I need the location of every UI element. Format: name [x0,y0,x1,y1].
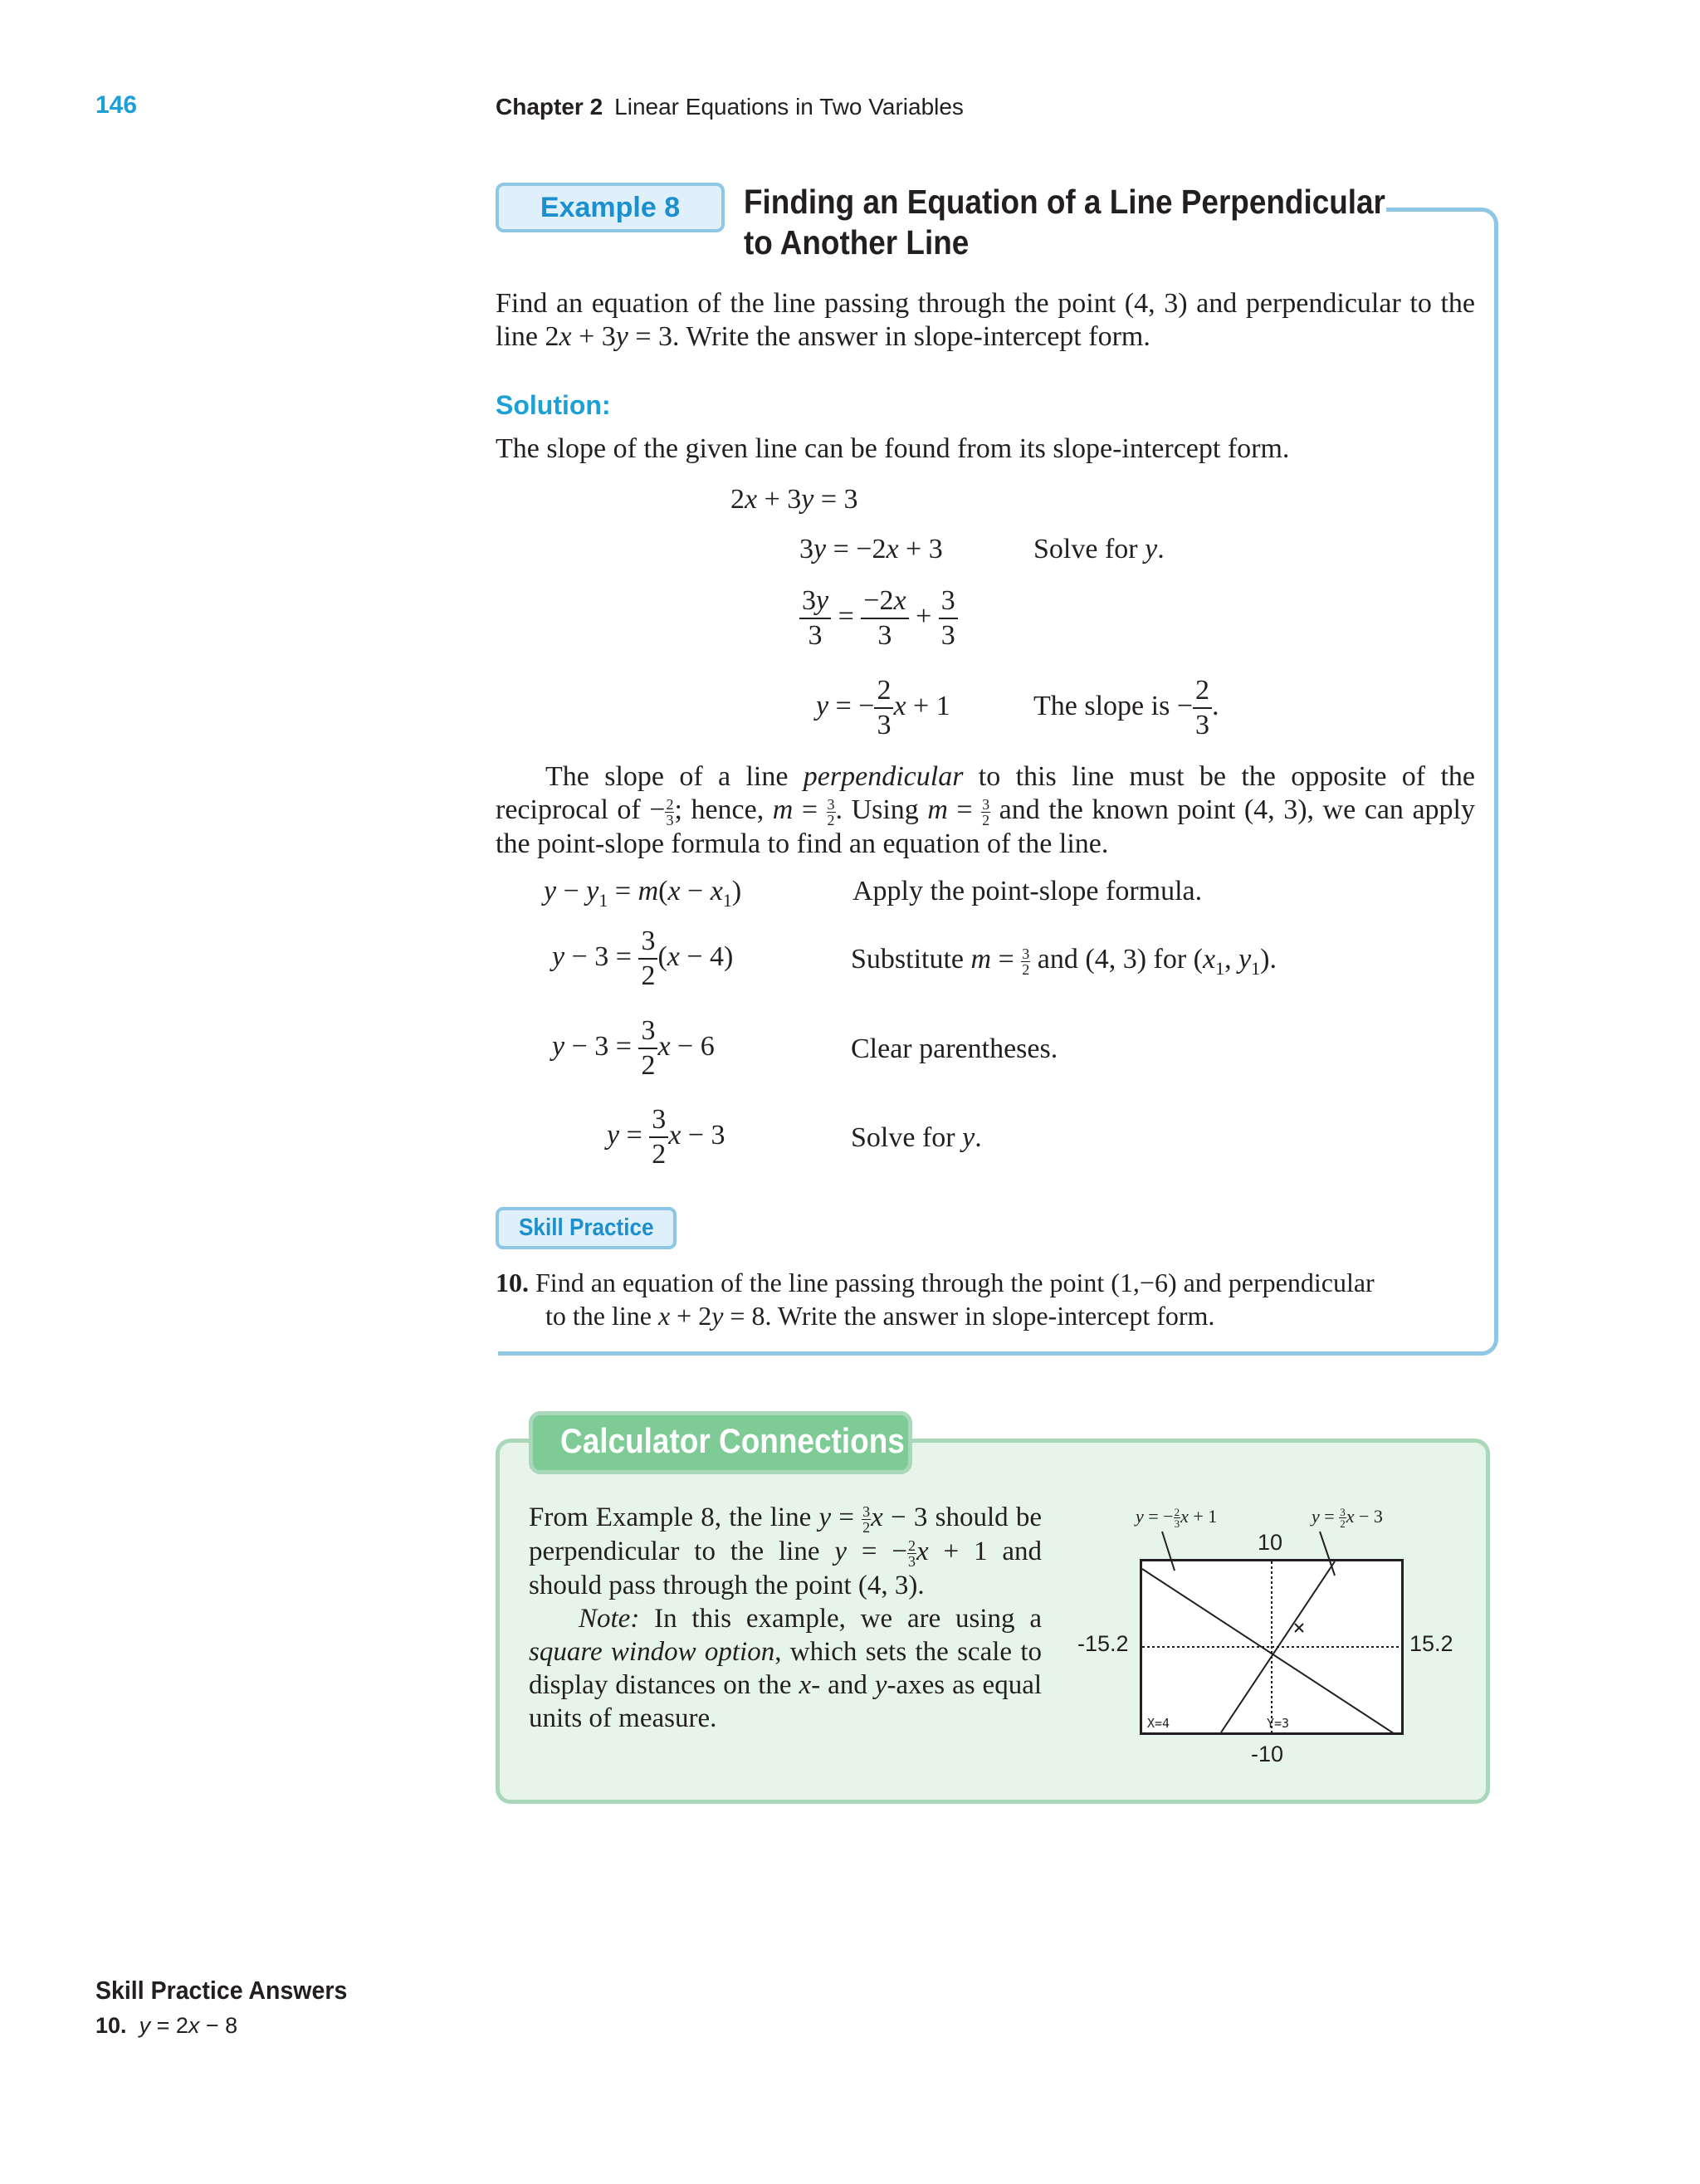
calculator-connections-title: Calculator Connections [560,1421,905,1460]
answers-item: 10. y = 2x − 8 [95,2013,238,2038]
running-head [496,94,964,120]
example-title-line1: Finding an Equation of a Line Perpendicular [744,183,1385,221]
step4-note: Solve for y. [851,1122,982,1153]
label-line-negative-slope: y = − $\frac{2}{3}$ x + 1 [1136,1506,1218,1531]
equation-step-2: $\frac{3y}{3}$ = $\frac{-2x}{3}$ + $\frac{3}{3}$ [799,587,958,650]
chapter-title: Linear Equations in Two Variables [614,94,964,120]
answers-number: 10. [95,2013,127,2038]
skill-practice-tag-text: Skill Practice [518,1214,654,1241]
calculator-text: From Example 8, the line y = $\frac{3}{2}$ x − 3 should be perpendicular to the line y = − $\frac{2}{3}$ x + 1 and should pass through the point (4, 3). Note: In this example, we are using a square window option, which sets the scale to display distances on the x- and y-axes as equal units of measure. [529,1502,1043,1733]
final-equation: y = $\frac{3}{2}$ x − 3 [607,1104,725,1170]
leader-negative-slope [1162,1532,1175,1571]
perpendicular-paragraph: The slope of a line perpendicular to this line must be the opposite of the reciprocal of − $\frac{2}{3}$ ; hence, m = $\frac{3}{2}$ . Using m = $\frac{3}{2}$ and the known point (4, 3), we can apply the point-slope formula to find an equation of the line. [496,761,1475,859]
leader-positive-slope [1320,1532,1335,1576]
window-xmax: 15.2 [1409,1631,1453,1656]
example-problem: Find an equation of the line passing through the point (4, 3) and perpendicular to the line 2x + 3y = 3. Write the answer in slope-intercept form. [496,288,1475,352]
page-number: 146 [95,91,138,119]
label-leaders [1137,1527,1419,1577]
substitution-step: y − 3 = $\frac{3}{2}$ (x − 4) [552,926,734,991]
example-tag: Example 8 [496,183,725,232]
step1-note: Apply the point-slope formula. [852,876,1203,906]
equation-given: 2x + 3y = 3 [730,484,858,515]
note-slope-text: The slope is [1033,690,1170,721]
window-ymin: -10 [1251,1742,1284,1766]
note-slope: The slope is − $\frac{2}{3}$ . [1033,675,1219,740]
cursor-cross [1295,1624,1303,1632]
calculator-screen [1140,1559,1404,1735]
chapter-label: Chapter 2 [496,94,603,120]
step2-note: Substitute m = $\frac{3}{2}$ and (4, 3) for ($x_1$, $y_1$). [851,944,1277,979]
window-ymax: 10 [1258,1530,1283,1555]
skill-practice-number: 10. [496,1268,529,1297]
equation-step-3: y = − $\frac{2}{3}$ x + 1 [816,675,950,740]
clear-parentheses-step: y − 3 = $\frac{3}{2}$ x − 6 [552,1015,715,1081]
example-title-line2: to Another Line [744,223,970,261]
note-solve-y: Solve for y. [1033,534,1165,564]
solution-label: Solution: [496,390,611,420]
calculator-graph [1142,1561,1401,1732]
solution-intro: The slope of the given line can be found from its slope-intercept form. [496,433,1290,464]
step3-note: Clear parentheses. [851,1033,1058,1064]
answers-heading: Skill Practice Answers [95,1976,348,2005]
window-xmin: -15.2 [1077,1631,1129,1656]
skill-practice-tag [496,1207,677,1249]
skill-practice-problem: 10. Find an equation of the line passing through the point (1,−6) and perpendicular to the line x + 2y = 8. Write the answer in slope-intercept form. [496,1268,1375,1331]
readout-y: Y=3 [1267,1716,1290,1731]
equation-step-1: 3y = −2x + 3 [799,534,943,564]
label-line-positive-slope: y = $\frac{3}{2}$ x − 3 [1312,1506,1383,1531]
readout-x: X=4 [1147,1716,1170,1731]
example-title [744,182,1385,263]
point-slope-formula: $y - y_1 = m(x - x_1)$ [544,876,742,911]
